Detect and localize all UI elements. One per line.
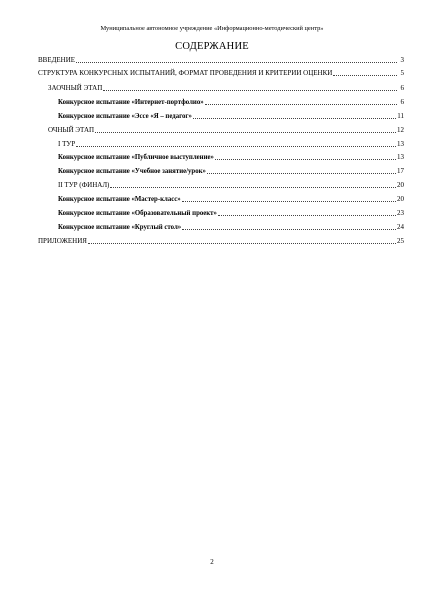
toc-entry-text: Конкурсное испытание «Круглый стол» (58, 224, 182, 231)
toc-entry[interactable] (38, 235, 404, 246)
dot-leader (76, 146, 396, 147)
toc-entry[interactable] (38, 96, 404, 107)
toc-entry-page: 20 (397, 181, 404, 189)
page-number: 2 (210, 558, 214, 566)
dot-leader (333, 75, 397, 76)
toc-entry-text: СТРУКТУРА КОНКУРСНЫХ ИСПЫТАНИЙ, ФОРМАТ ПРОВЕДЕНИЯ И КРИТЕРИИ ОЦЕНКИ (38, 69, 333, 77)
toc-entry-text: I ТУР (58, 140, 76, 148)
toc-entry-page: 23 (397, 209, 404, 217)
toc-entry[interactable] (38, 221, 404, 232)
toc-entry-text: ОЧНЫЙ ЭТАП (48, 126, 95, 134)
toc-entry-page: 17 (397, 167, 404, 175)
toc-entry-page: 13 (397, 153, 404, 161)
toc-entry-text: Конкурсное испытание «Публичное выступление» (58, 154, 214, 161)
toc-entry-page: 6 (400, 84, 404, 92)
toc-entry-text: ПРИЛОЖЕНИЯ (38, 237, 87, 245)
toc-entry[interactable] (38, 124, 404, 135)
dot-leader (110, 187, 396, 188)
toc-entry[interactable] (38, 179, 404, 190)
toc-entry[interactable] (38, 67, 404, 78)
dot-leader (76, 62, 397, 63)
dot-leader (88, 243, 396, 244)
toc-entry-page: 6 (400, 98, 404, 106)
dot-leader (103, 90, 397, 91)
toc-entry-page: 25 (397, 237, 404, 245)
toc-entry[interactable] (38, 207, 404, 218)
dot-leader (215, 159, 396, 160)
toc-entry[interactable] (38, 82, 404, 93)
toc-entry-page: 24 (397, 223, 404, 231)
toc-entry-text: ВВЕДЕНИЕ (38, 56, 76, 64)
toc-entry-text: Конкурсное испытание «Интернет-портфолио» (58, 99, 204, 106)
toc-entry-text: ЗАОЧНЫЙ ЭТАП (48, 84, 103, 92)
toc-entry[interactable] (38, 54, 404, 65)
page-title: СОДЕРЖАНИЕ (175, 41, 249, 52)
dot-leader (218, 215, 396, 216)
toc-entry-text: II ТУР (ФИНАЛ) (58, 181, 110, 189)
toc-entry-page: 3 (400, 56, 404, 64)
toc-entry[interactable] (38, 138, 404, 149)
toc-entry-text: Конкурсное испытание «Образовательный проект» (58, 210, 217, 217)
dot-leader (193, 118, 396, 119)
toc-entry-page: 5 (400, 69, 404, 77)
toc-entry-page: 20 (397, 195, 404, 203)
toc-entry[interactable] (38, 165, 404, 176)
toc-entry-page: 13 (397, 140, 404, 148)
dot-leader (205, 104, 397, 105)
toc-entry-page: 11 (397, 112, 404, 120)
toc-entry-text: Конкурсное испытание «Эссе «Я – педагог» (58, 113, 192, 120)
toc-entry[interactable] (38, 151, 404, 162)
toc-entry[interactable] (38, 193, 404, 204)
dot-leader (182, 201, 396, 202)
toc-entry[interactable] (38, 110, 404, 121)
toc-entry-text: Конкурсное испытание «Мастер-класс» (58, 196, 181, 203)
toc-entry-page: 12 (397, 126, 404, 134)
document-header: Муниципальное автономное учреждение «Информационно-методический центр» (100, 25, 324, 32)
toc-entry-text: Конкурсное испытание «Учебное занятие/урок» (58, 168, 206, 175)
dot-leader (95, 132, 396, 133)
dot-leader (182, 229, 396, 230)
dot-leader (207, 173, 396, 174)
